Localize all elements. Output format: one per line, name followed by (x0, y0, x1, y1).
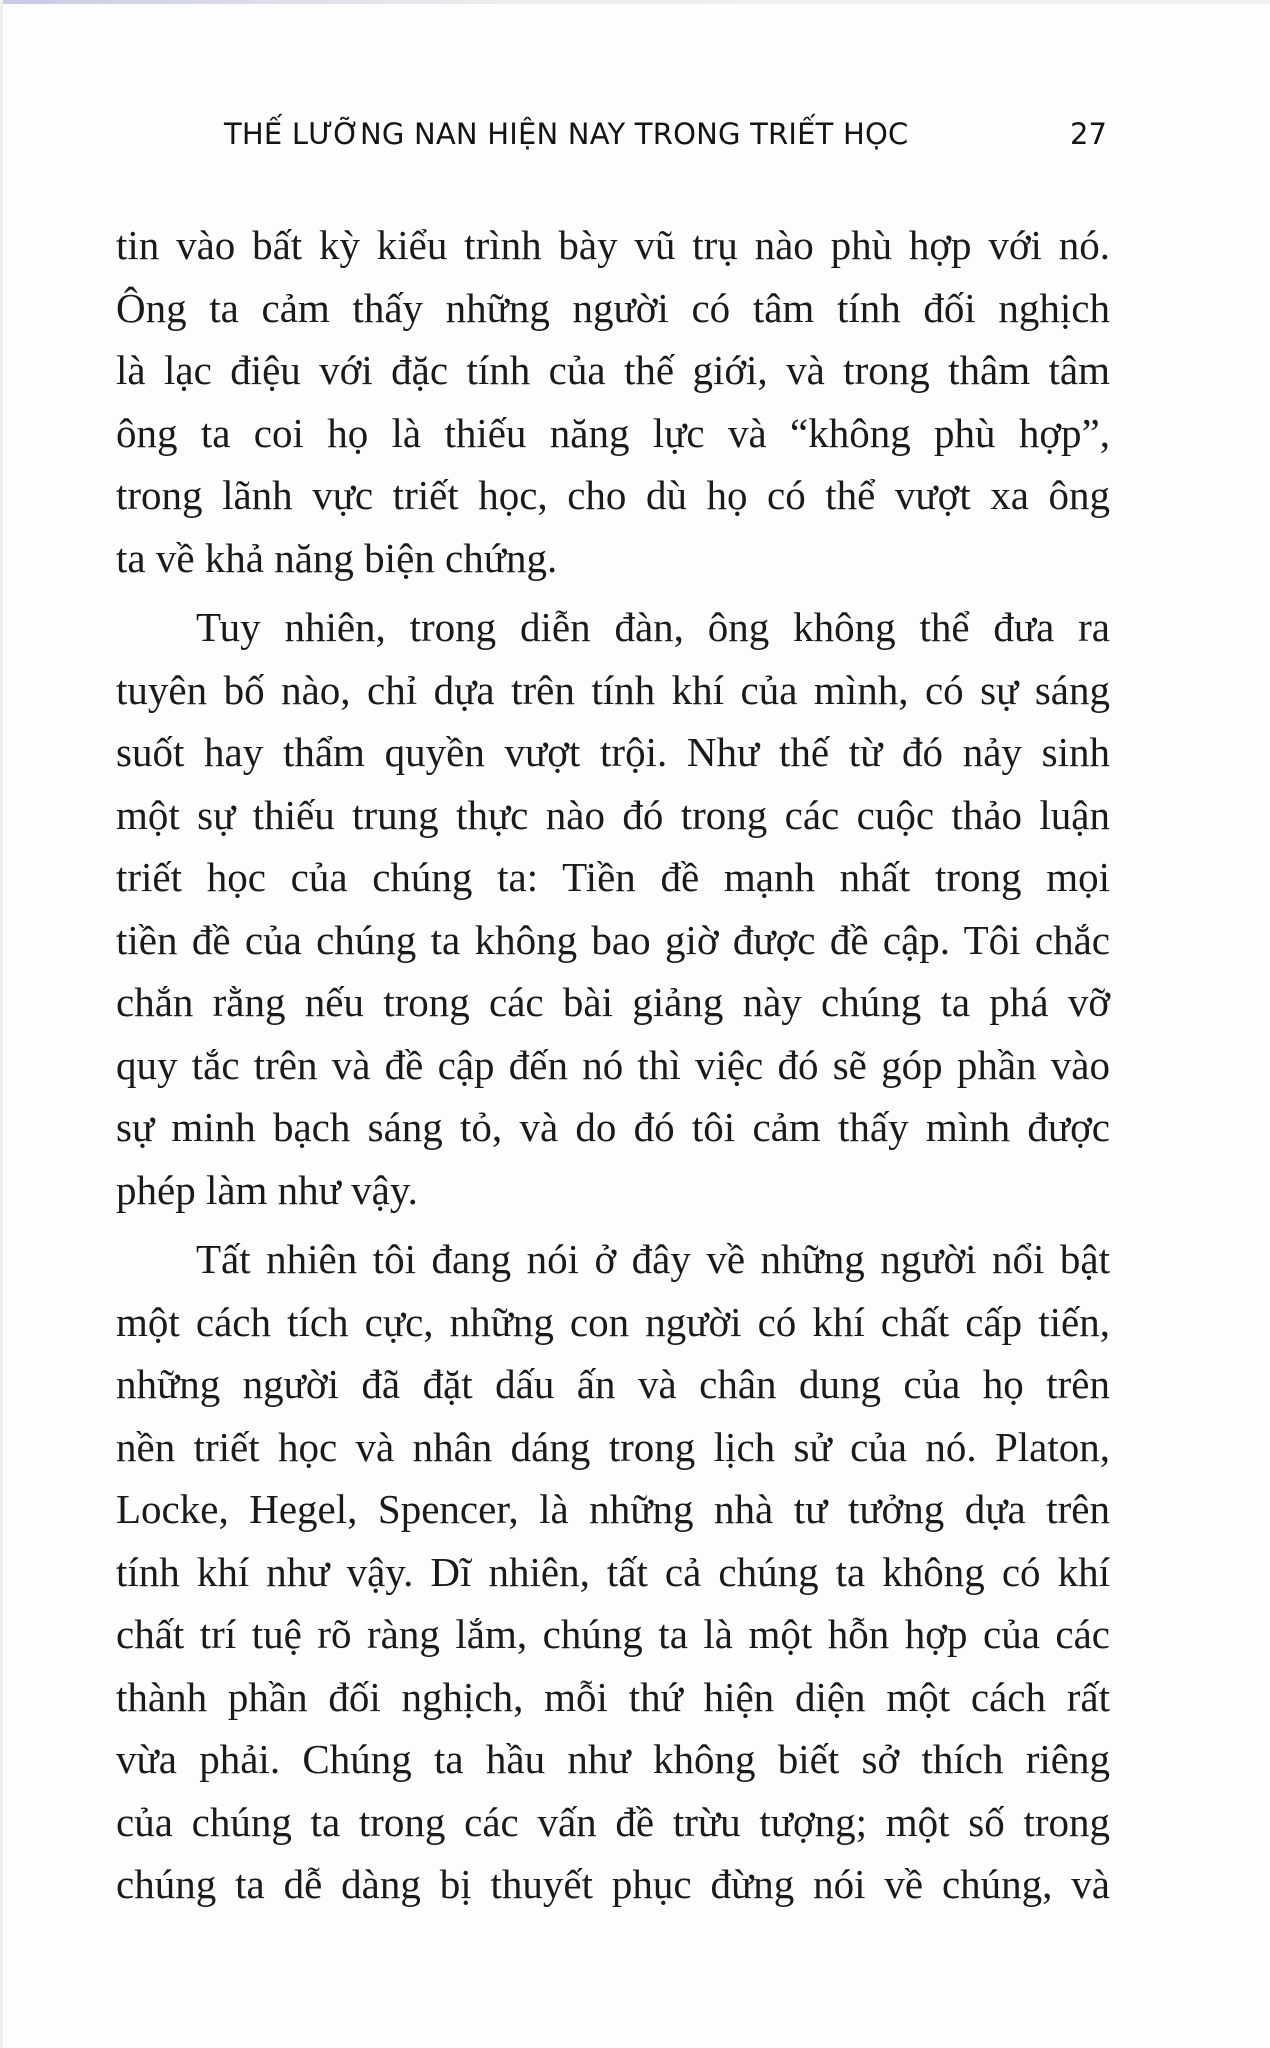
text-line: chắn rằng nếu trong các bài giảng này chúng ta phá vỡ (116, 979, 1110, 1025)
page-number: 27 (1070, 117, 1107, 151)
text-line: chúng ta dễ dàng bị thuyết phục đừng nói về chúng, và (116, 1861, 1110, 1907)
text-line: tính khí như vậy. Dĩ nhiên, tất cả chúng ta không có khí (116, 1548, 1110, 1595)
text-line: ta về khả năng biện chứng. (116, 534, 558, 581)
paragraph-gap (116, 589, 1110, 596)
text-line: trong lãnh vực triết học, cho dù họ có thể vượt xa ông (116, 472, 1110, 518)
text-line: tiền đề của chúng ta không bao giờ được đề cập. Tôi chắc (116, 916, 1110, 963)
paragraph-gap (116, 1221, 1110, 1228)
text-line: là lạc điệu với đặc tính của thế giới, và trong thâm tâm (116, 347, 1110, 393)
body-text (116, 214, 1110, 1916)
text-line: triết học của chúng ta: Tiền đề mạnh nhất trong mọi (116, 854, 1110, 900)
text-line: Tất nhiên tôi đang nói ở đây về những người nổi bật (196, 1236, 1110, 1282)
text-line: thành phần đối nghịch, mỗi thứ hiện diện một cách rất (116, 1673, 1110, 1720)
running-header-title: THẾ LƯỠNG NAN HIỆN NAY TRONG TRIẾT HỌC (224, 117, 909, 151)
text-line: vừa phải. Chúng ta hầu như không biết sở thích riêng (116, 1736, 1110, 1782)
text-line: một sự thiếu trung thực nào đó trong các cuộc thảo luận (116, 791, 1110, 838)
text-line: của chúng ta trong các vấn đề trừu tượng; một số trong (116, 1798, 1110, 1845)
text-line: nền triết học và nhân dáng trong lịch sử của nó. Platon, (116, 1423, 1110, 1470)
text-line: Locke, Hegel, Spencer, là những nhà tư tưởng dựa trên (116, 1486, 1110, 1532)
text-line: Tuy nhiên, trong diễn đàn, ông không thể đưa ra (196, 604, 1110, 650)
text-line: sự minh bạch sáng tỏ, và do đó tôi cảm thấy mình được (116, 1104, 1110, 1150)
text-line: những người đã đặt dấu ấn và chân dung của họ trên (116, 1361, 1110, 1407)
text-line: ông ta coi họ là thiếu năng lực và “không phù hợp”, (116, 409, 1110, 456)
text-line: tin vào bất kỳ kiểu trình bày vũ trụ nào phù hợp với nó. (116, 222, 1110, 268)
text-line: phép làm như vậy. (116, 1166, 418, 1213)
scan-top-edge (0, 0, 1270, 4)
text-line: suốt hay thẩm quyền vượt trội. Như thế từ đó nảy sinh (116, 729, 1110, 775)
scan-left-edge (0, 0, 3, 2048)
text-line: một cách tích cực, những con người có khí chất cấp tiến, (116, 1298, 1110, 1345)
text-line: quy tắc trên và đề cập đến nó thì việc đó sẽ góp phần vào (116, 1041, 1110, 1088)
text-line: Ông ta cảm thấy những người có tâm tính đối nghịch (116, 284, 1110, 331)
text-line: chất trí tuệ rõ ràng lắm, chúng ta là một hỗn hợp của các (116, 1611, 1110, 1657)
text-line: tuyên bố nào, chỉ dựa trên tính khí của mình, có sự sáng (116, 666, 1110, 713)
